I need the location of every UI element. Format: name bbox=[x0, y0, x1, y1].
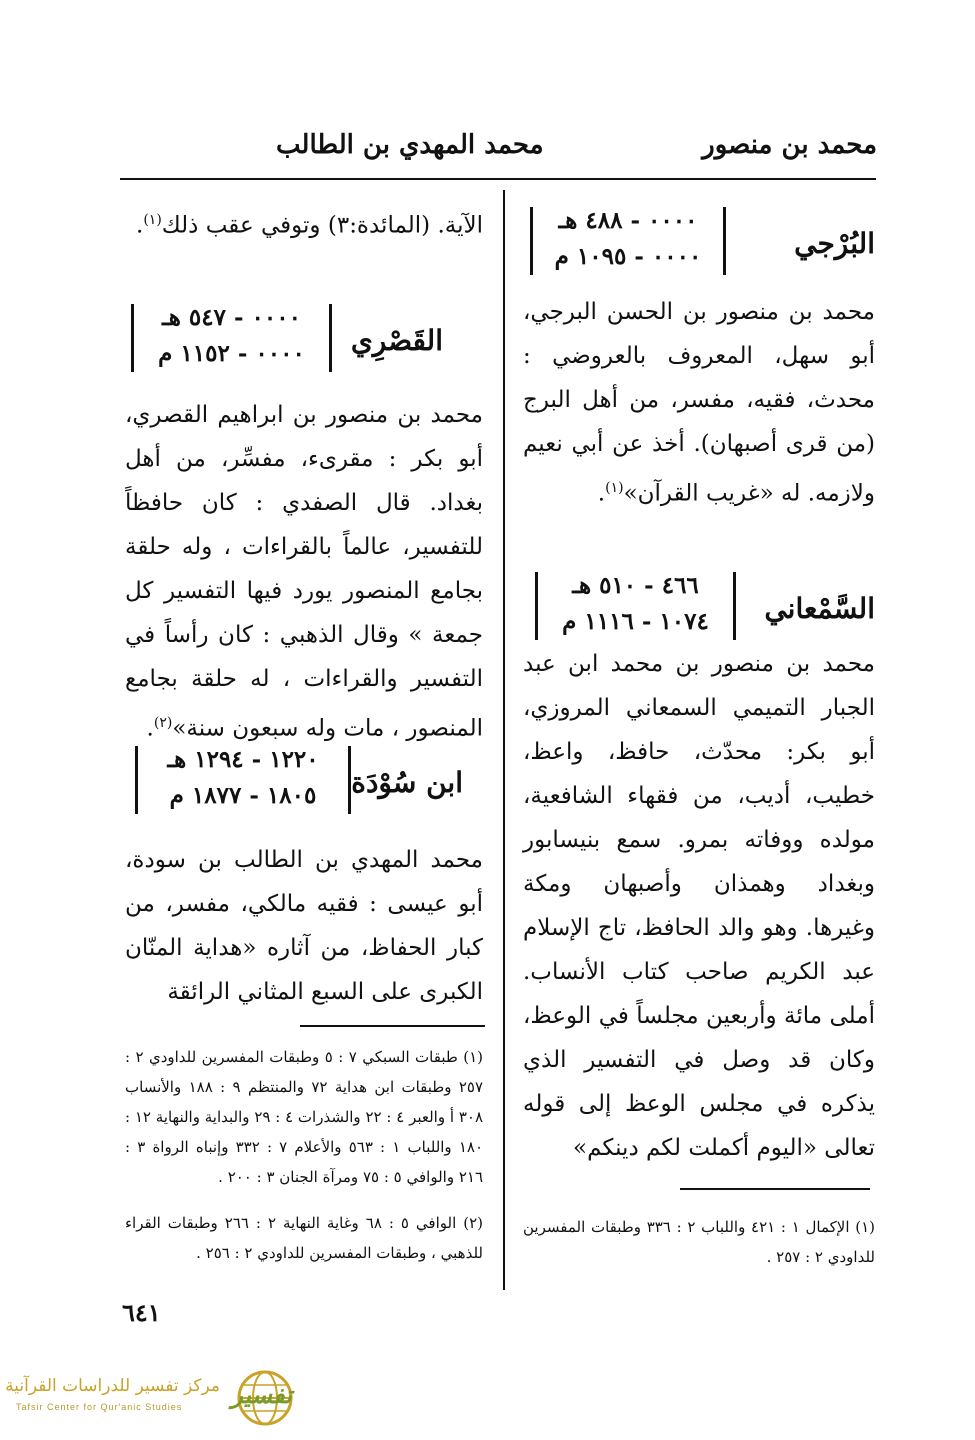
entry-header-samani bbox=[525, 570, 875, 650]
entry-body: محمد بن منصور بن الحسن البرجي، أبو سهل، المعروف بالعروضي : محدث، فقيه، مفسر، من أهل البرج (من قرى أصبهان). أخذ عن أبي نعيم ولازمه. له «غريب القرآن» bbox=[523, 299, 875, 507]
footnote-right: (١) الإكمال ١ : ٤٢١ واللباب ٢ : ٣٣٦ وطبقات المفسرين للداودي ٢ : ٢٥٧ . bbox=[523, 1218, 875, 1266]
footnote-ref: (١) bbox=[143, 212, 162, 228]
hijri-date: ٤٦٦ - ٥١٠ هـ bbox=[572, 572, 699, 599]
entry-name: السَّمْعاني bbox=[764, 592, 875, 625]
entry-text-ibn-sawda bbox=[125, 838, 483, 1014]
entry-tail: . bbox=[597, 480, 606, 507]
footnote-ref: (٢) bbox=[153, 715, 173, 731]
entry-body: محمد المهدي بن الطالب بن سودة، أبو عيسى : فقيه مالكي، مفسر، من كبار الحفاظ، من آثاره «هداية المنّان الكبرى على السبع المثاني الرائقة bbox=[125, 847, 483, 1005]
gregorian-date: ١٠٧٤ - ١١١٦ م bbox=[562, 608, 709, 635]
entry-body: الآية. (المائدة:٣) وتوفي عقب ذلك bbox=[161, 212, 483, 239]
footnote-rule-right bbox=[680, 1188, 870, 1190]
hijri-date: ٠٠٠٠ - ٤٨٨ هـ bbox=[558, 207, 698, 234]
date-box bbox=[535, 572, 736, 640]
gregorian-date: ١٨٠٥ - ١٨٧٧ م bbox=[169, 782, 317, 809]
entry-name: البُرْجي bbox=[794, 227, 875, 260]
footnote-left-1: (١) طبقات السبكي ٧ : ٥ وطبقات المفسرين للداودي ٢ : ٢٥٧ وطبقات ابن هداية ٧٢ والمنتظم ٩ : ١٨٨ والأنساب ٣٠٨ أ والعبر ٤ : ٢٢ والشذرات ٤ : ٢٩ والبداية والنهاية ١٢ : ١٨٠ واللباب ١ : ٥٦٣ والأعلام ٧ : ٣٣٢ وإنباه الرواة ٣ : ٢١٦ والوافي ٥ : ٧٥ ومرآة الجنان ٣ : ٢٠٠ . bbox=[125, 1048, 484, 1186]
entry-header-burji bbox=[525, 205, 875, 285]
entry-header-qasri bbox=[125, 302, 483, 382]
entry-tail: . bbox=[146, 715, 154, 742]
tafsir-center-logo bbox=[5, 1368, 300, 1428]
date-box bbox=[131, 304, 332, 372]
date-box bbox=[530, 207, 726, 275]
entry-text-samani bbox=[523, 642, 875, 1170]
logo-latin: Tafsir Center for Qur'anic Studies bbox=[16, 1402, 183, 1412]
logo-word: تفسير bbox=[231, 1380, 292, 1409]
entry-name: ابن سُوْدَة bbox=[351, 766, 463, 799]
logo-arabic: مركز تفسير للدراسات القرآنية bbox=[5, 1376, 220, 1396]
gregorian-date: ٠٠٠٠ - ١١٥٢ م bbox=[158, 340, 305, 367]
entry-text-burji bbox=[523, 290, 875, 516]
footnote-left-2: (٢) الوافي ٥ : ٦٨ وغاية النهاية ٢ : ٢٦٦ وطبقات القراء للذهبي ، وطبقات المفسرين للداودي ٢ : ٢٥٦ . bbox=[125, 1214, 483, 1262]
column-divider bbox=[503, 190, 505, 1290]
entry-body: محمد بن منصور بن ابراهيم القصري، أبو بكر : مقرىء، مفسِّر، من أهل بغداد. قال الصفدي : كان حافظاً للتفسير، عالماً بالقراءات ، وله حلقة بجامع المنصور يورد فيها التفسير كل جمعة » وقال الذهبي : كان رأساً في التفسير والقراءات ، له حلقة بجامع المنصور ، مات وله سبعون سنة» bbox=[125, 402, 483, 742]
hijri-date: ١٢٢٠ - ١٢٩٤ هـ bbox=[167, 746, 319, 773]
continuation-text bbox=[125, 198, 483, 248]
footnote-rule-left bbox=[300, 1025, 485, 1027]
header-rule bbox=[120, 178, 876, 180]
entry-name: القَصْرِي bbox=[350, 324, 443, 357]
page-number: ٦٤١ bbox=[122, 1298, 161, 1327]
entry-tail: . bbox=[136, 212, 144, 239]
footnote-ref: (١) bbox=[605, 480, 624, 496]
date-box bbox=[135, 746, 351, 814]
running-header-left: محمد المهدي بن الطالب bbox=[276, 130, 544, 160]
gregorian-date: ٠٠٠٠ - ١٠٩٥ م bbox=[554, 243, 702, 270]
entry-body: محمد بن منصور بن محمد ابن عبد الجبار التميمي السمعاني المروزي، أبو بكر: محدّث، حافظ، واعظ، خطيب، أديب، من فقهاء الشافعية، مولده ووفاته بمرو. سمع بنيسابور وبغداد وهمذان وأصبهان ومكة وغيرها. وهو والد الحافظ، تاج الإسلام عبد الكريم صاحب كتاب الأنساب. أملى مائة وأربعين مجلساً في الوعظ، وكان قد وصل في التفسير الذي يذكره في مجلس الوعظ إلى قوله تعالى «اليوم أكملت لكم دينكم» bbox=[523, 651, 875, 1161]
hijri-date: ٠٠٠٠ - ٥٤٧ هـ bbox=[162, 304, 301, 331]
running-header-right: محمد بن منصور bbox=[702, 130, 877, 160]
entry-header-ibn-sawda bbox=[125, 744, 483, 824]
entry-text-qasri bbox=[125, 393, 483, 751]
